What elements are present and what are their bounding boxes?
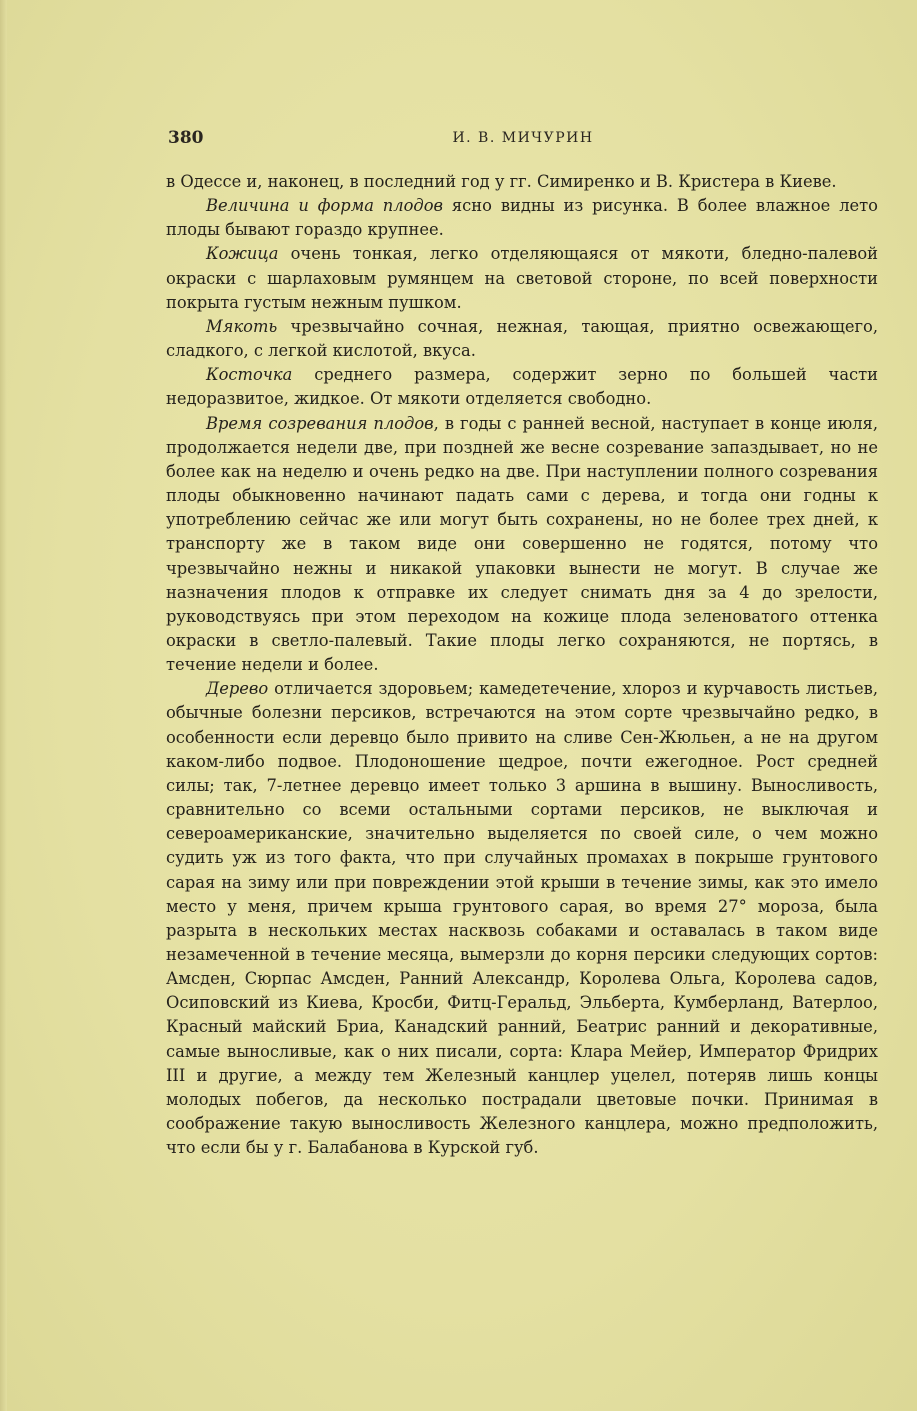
paragraph-lead: Мякоть [206, 316, 278, 336]
paragraph-text: очень тонкая, легко отделяющаяся от мякоти, бледно-палевой окраски с шарлаховым румянцем на световой стороне, по всей поверхности покрыта густым нежным пушком. [166, 244, 878, 312]
page-edge [0, 0, 7, 1411]
paragraph-continuation [166, 170, 878, 194]
paragraph-fruit-size [166, 194, 878, 242]
paragraph-lead: Дерево [206, 679, 269, 699]
paragraph-lead: Косточка [206, 365, 293, 385]
page-number: 380 [168, 128, 204, 148]
paragraph-tree [166, 677, 878, 1160]
paragraph-ripening [166, 412, 878, 678]
paragraph-lead: Кожица [206, 244, 279, 264]
paragraph-text: в Одессе и, наконец, в последний год у гг. Симиренко и В. Кристера в Киеве. [166, 172, 837, 191]
paragraph-skin [166, 242, 878, 314]
paragraph-stone [166, 363, 878, 411]
running-header [168, 128, 878, 152]
paragraph-text: чрезвычайно сочная, нежная, тающая, приятно освежающего, сладкого, с легкой кислотой, вкуса. [166, 316, 878, 361]
body-text [166, 170, 878, 1160]
paragraph-flesh [166, 315, 878, 363]
paragraph-lead: Величина и форма плодов [206, 196, 444, 216]
paragraph-text: отличается здоровьем; камедетечение, хлороз и курчавость листьев, обычные болезни персиков, встречаются на этом сорте чрезвычайно редко, в особенности если деревцо было привито на сливе Сен-Жюльен, а не на другом каком-либо подвое. Плодоношение щедрое, почти ежегодное. Рост средней силы; так, 7-летнее деревцо имеет только 3 аршина в вышину. Выносливость, сравнительно со всеми остальными сортами персиков, не выключая и североамериканские, значительно выделяется по своей силе, о чем можно судить уж из того факта, что при случайных промахах в покрыше грунтового сарая на зиму или при повреждении этой крыши в течение зимы, как это имело место у меня, причем крыша грунтового сарая, во время 27° мороза, была разрыта в нескольких местах насквозь собаками и оставалась в таком виде незамеченной в течение месяца, вымерзли до корня персики следующих сортов: Амсден, Сюрпас Амсден, Ранний Александр, Королева Ольга, Королева садов, Осиповский из Киева, Кросби, Фитц-Геральд, Эльберта, Кумберланд, Ватерлоо, Красный майский Бриа, Канадский ранний, Беатрис ранний и декоративные, самые выносливые, как о них писали, сорта: Клара Мейер, Император Фридрих III и другие, а между тем Железный канцлер уцелел, потеряв лишь концы молодых побегов, да несколько пострадали цветовые почки. Принимая в соображение такую выносливость Железного канцлера, можно предположить, что если бы у г. Балабанова в Курской губ. [166, 679, 878, 1158]
paragraph-lead: Время созревания плодов [206, 413, 434, 433]
paragraph-text: , в годы с ранней весной, наступает в конце июля, продолжается недели две, при поздней же весне созревание запаздывает, но не более как на неделю и очень редко на две. При наступлении полного созревания плоды обыкновенно начинают падать сами с дерева, и тогда они годны к употреблению сейчас же или могут быть сохранены, но не более трех дней, к транспорту же в таком виде они совершенно не годятся, потому что чрезвычайно нежны и никакой упаковки вынести не могут. В случае же назначения плодов к отправке их следует снимать дня за 4 до зрелости, руководствуясь при этом переходом на кожице плода зеленоватого оттенка окраски в светло-палевый. Такие плоды легко сохраняются, не портясь, в течение недели и более. [166, 413, 879, 675]
paragraph-text: ясно видны из рисунка. В более влажное лето плоды бывают гораздо крупнее. [166, 196, 878, 240]
running-author: И. В. МИЧУРИН [452, 130, 594, 146]
paragraph-text: среднего размера, содержит зерно по большей части недоразвитое, жидкое. От мякоти отделяется свободно. [166, 365, 878, 409]
